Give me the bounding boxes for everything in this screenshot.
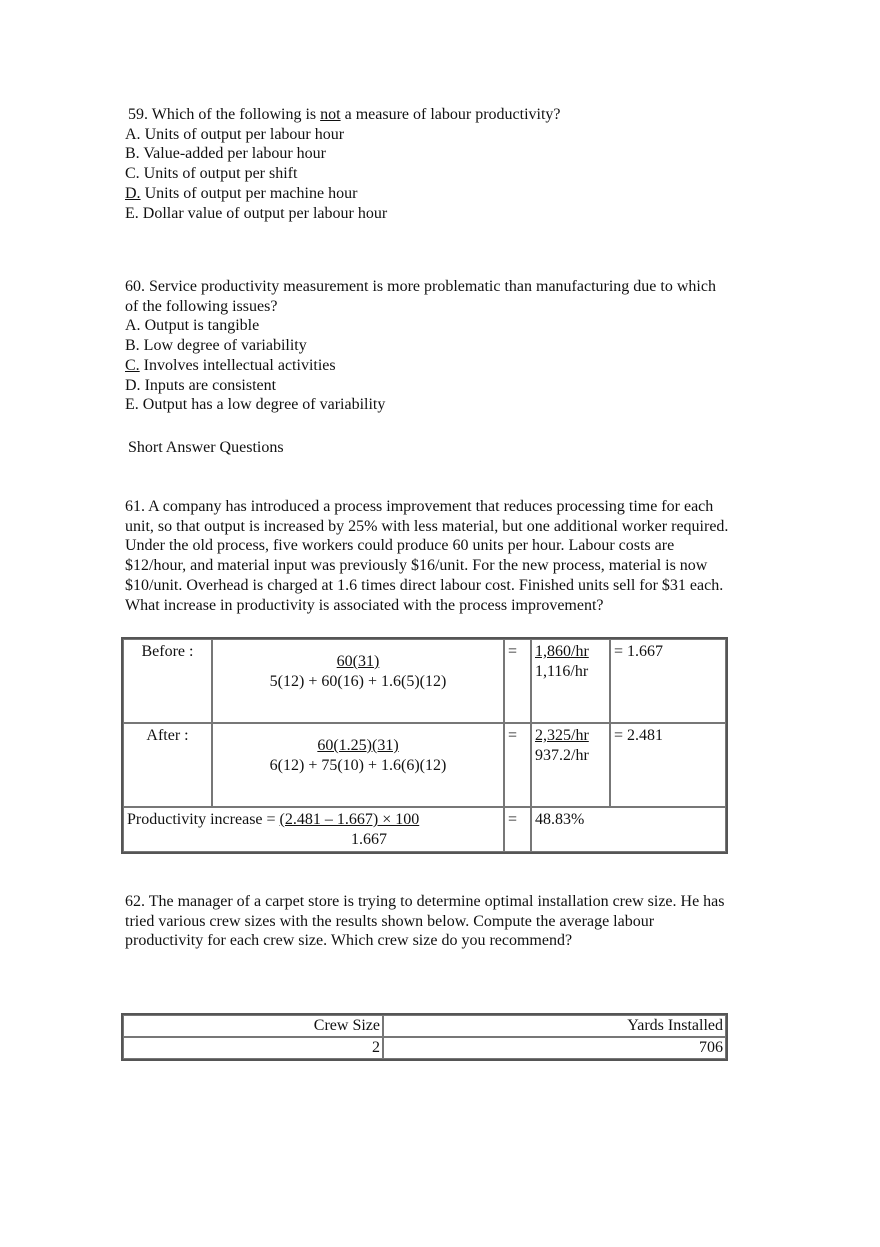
after-numerator: 60(1.25)(31) — [317, 737, 399, 754]
question-61-text: $12/hour, and material input was previously $16/unit. For the new process, material is now — [125, 557, 708, 575]
before-label: Before : — [123, 639, 212, 723]
increase-formula — [123, 807, 504, 852]
option: A. Units of output per labour hour — [125, 125, 345, 143]
before-numerator: 60(31) — [336, 653, 380, 670]
after-denominator: 6(12) + 75(10) + 1.6(6)(12) — [269, 756, 447, 774]
option-correct: D. Units of output per machine hour — [125, 184, 358, 202]
option: E. Dollar value of output per labour hour — [125, 204, 388, 222]
increase-row — [123, 807, 726, 852]
after-values — [531, 723, 610, 807]
crew-size-table — [121, 1013, 728, 1061]
increase-label: Productivity increase = — [127, 811, 280, 828]
crew-size-cell: 2 — [123, 1037, 383, 1059]
question-61-text: $10/unit. Overhead is charged at 1.6 times direct labour cost. Finished units sell for $31 each. — [125, 576, 724, 594]
question-61-text: Under the old process, five workers could produce 60 units per hour. Labour costs are — [125, 537, 675, 555]
question-62-text: tried various crew sizes with the results shown below. Compute the average labour — [125, 912, 655, 930]
question-61 — [125, 497, 785, 615]
before-row — [123, 639, 726, 723]
question-60-stem: 60. Service productivity measurement is more problematic than manufacturing due to which — [125, 278, 716, 295]
option: D. Inputs are consistent — [125, 376, 277, 394]
header-crew-size: Crew Size — [123, 1015, 383, 1037]
before-value-den: 1,116/hr — [535, 662, 589, 680]
increase-numerator: (2.481 – 1.667) × 100 — [279, 811, 420, 828]
question-61-text: unit, so that output is increased by 25% with less material, but one additional worker required. — [125, 517, 729, 535]
after-value-num: 2,325/hr — [535, 727, 589, 744]
option-correct: C. Involves intellectual activities — [125, 356, 336, 374]
table-header-row — [123, 1015, 726, 1037]
before-values — [531, 639, 610, 723]
option: B. Low degree of variability — [125, 337, 307, 355]
after-equals: = — [504, 723, 531, 807]
yards-installed-cell: 706 — [383, 1037, 726, 1059]
option: B. Value-added per labour hour — [125, 145, 326, 163]
question-60-stem: of the following issues? — [125, 297, 278, 315]
question-60 — [125, 277, 785, 415]
before-formula — [212, 639, 504, 723]
before-denominator: 5(12) + 60(16) + 1.6(5)(12) — [269, 672, 447, 690]
after-label: After : — [123, 723, 212, 807]
after-result: = 2.481 — [610, 723, 726, 807]
question-61-text: 61. A company has introduced a process improvement that reduces processing time for each — [125, 498, 714, 515]
increase-equals: = — [504, 807, 531, 852]
table-row — [123, 1037, 726, 1059]
after-formula — [212, 723, 504, 807]
header-yards-installed: Yards Installed — [383, 1015, 726, 1037]
increase-denominator: 1.667 — [351, 830, 387, 848]
before-result: = 1.667 — [610, 639, 726, 723]
option: E. Output has a low degree of variability — [125, 396, 386, 414]
option: C. Units of output per shift — [125, 165, 298, 183]
section-heading: Short Answer Questions — [128, 439, 284, 456]
productivity-table — [121, 637, 728, 854]
question-62 — [125, 892, 785, 951]
option: A. Output is tangible — [125, 317, 260, 335]
after-row — [123, 723, 726, 807]
question-59 — [125, 105, 785, 223]
question-62-text: 62. The manager of a carpet store is trying to determine optimal installation crew size. He has — [125, 893, 725, 910]
before-value-num: 1,860/hr — [535, 643, 589, 660]
question-62-text: productivity for each crew size. Which crew size do you recommend? — [125, 932, 573, 950]
increase-result: 48.83% — [531, 807, 726, 852]
after-value-den: 937.2/hr — [535, 746, 589, 764]
question-61-text: What increase in productivity is associated with the process improvement? — [125, 596, 604, 614]
before-equals: = — [504, 639, 531, 723]
question-59-stem: 59. Which of the following is not a measure of labour productivity? — [128, 106, 561, 123]
